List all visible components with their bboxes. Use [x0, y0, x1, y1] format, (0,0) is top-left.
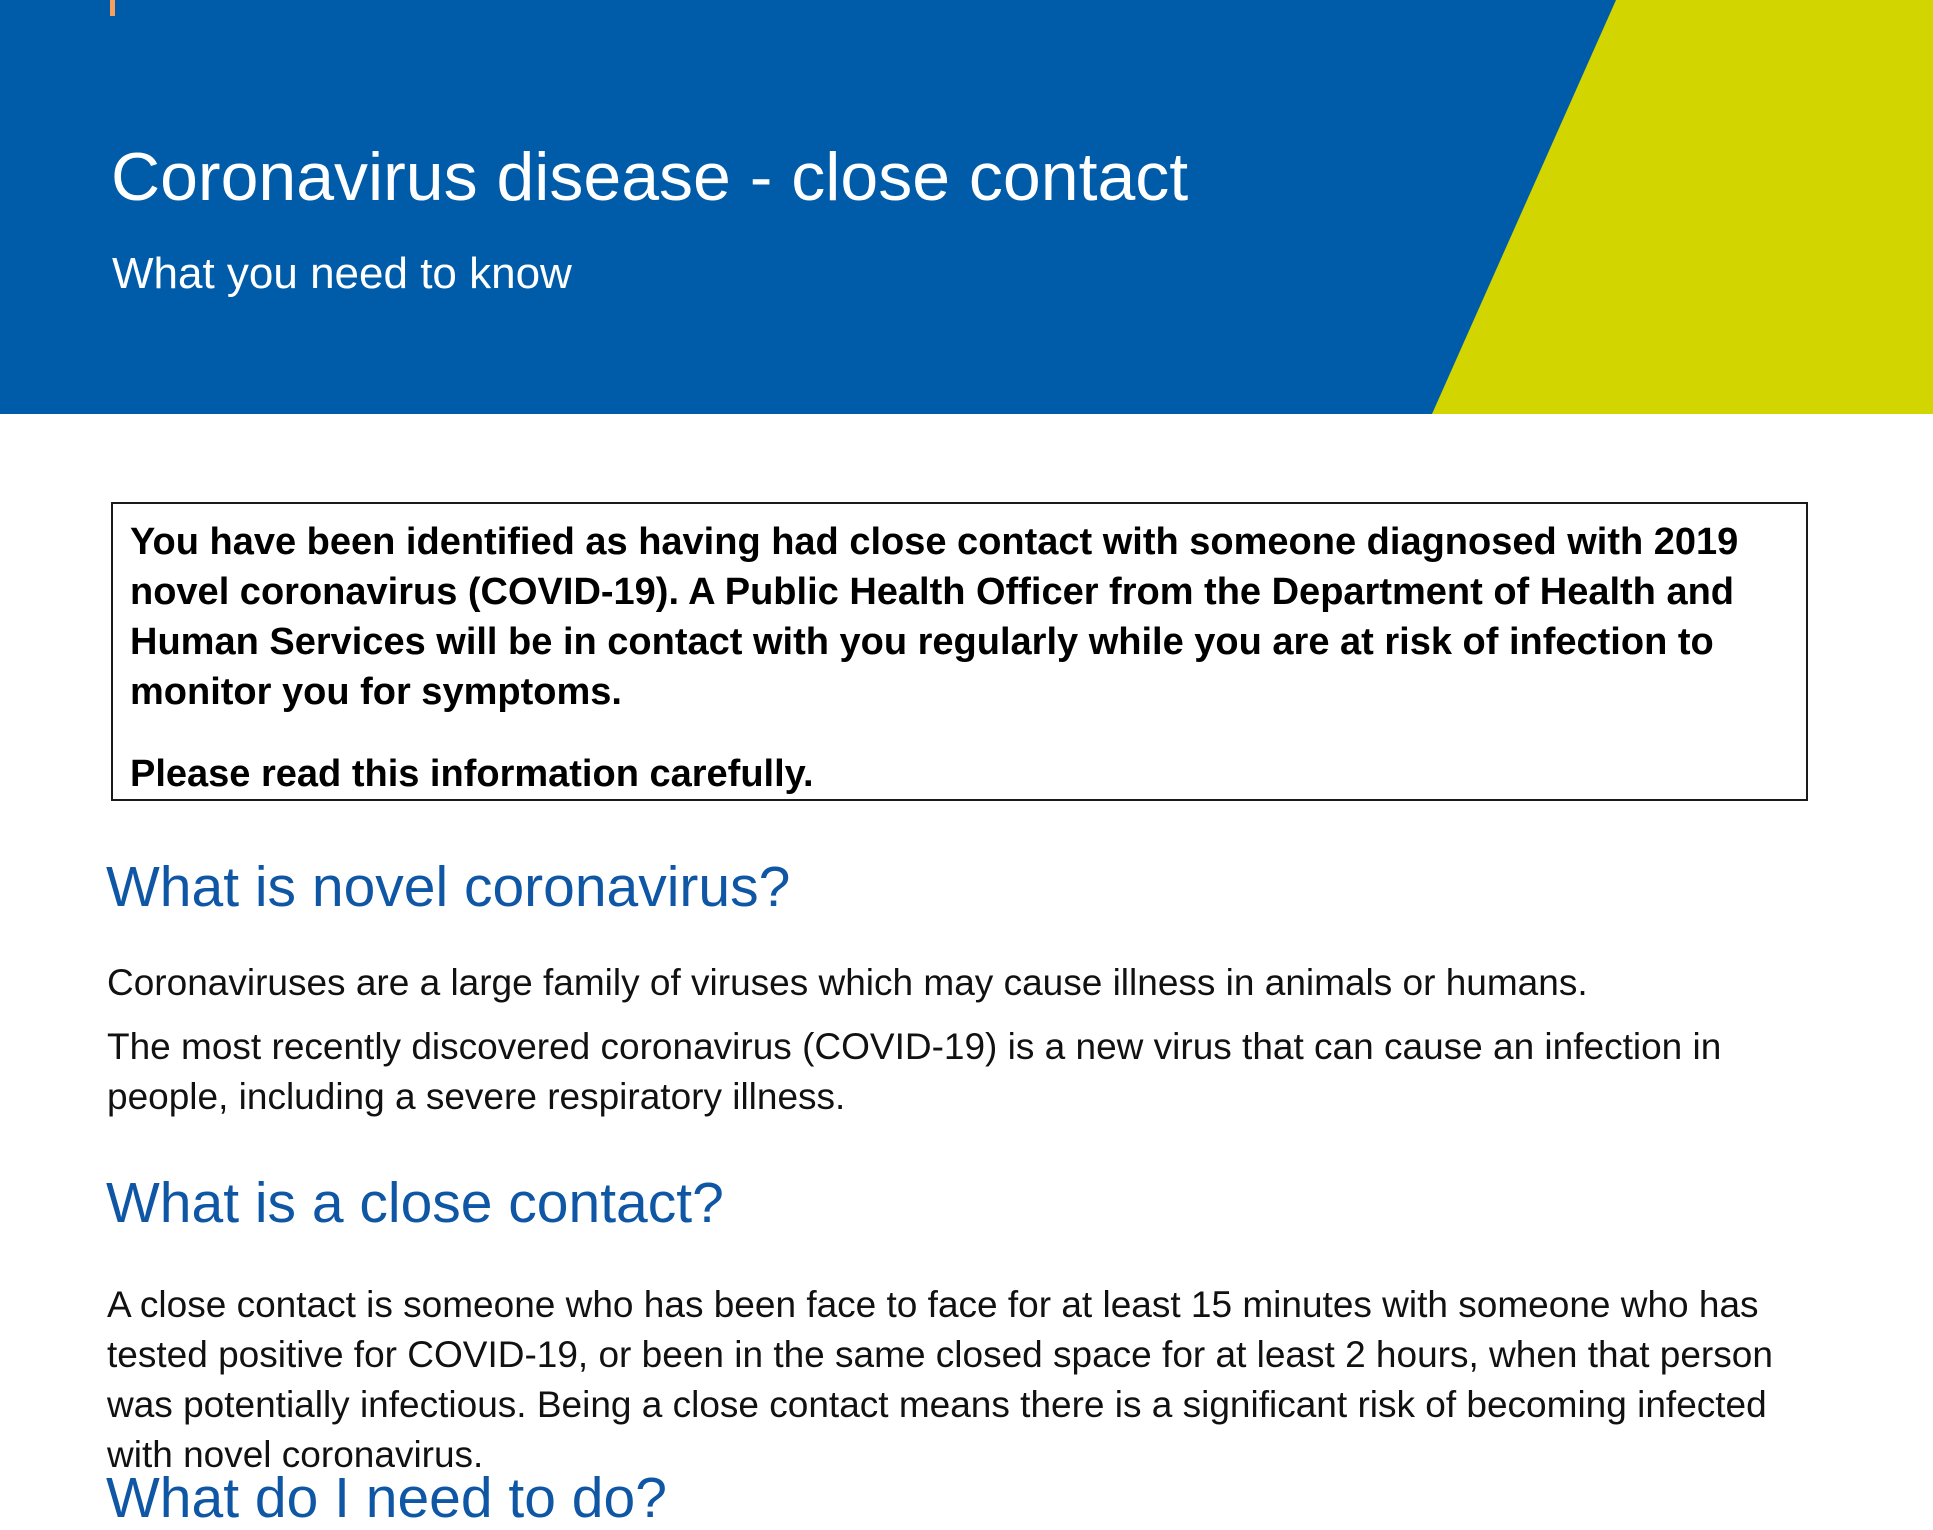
- section-heading-close-contact: What is a close contact?: [106, 1171, 724, 1235]
- section-heading-what-to-do: What do I need to do?: [106, 1466, 667, 1530]
- paragraph-coronaviruses-family: Coronaviruses are a large family of viruses which may cause illness in animals or humans.: [107, 962, 1588, 1003]
- hero-banner: [0, 0, 1933, 414]
- section-heading-novel-coronavirus: What is novel coronavirus?: [106, 855, 791, 919]
- page-title: Coronavirus disease - close contact: [111, 139, 1189, 215]
- notice-paragraph-2: Please read this information carefully.: [130, 753, 814, 795]
- page-subtitle: What you need to know: [112, 249, 572, 298]
- paragraph-most-recent-coronavirus: The most recently discovered coronavirus (COVID-19) is a new virus that can cause an infection in people, including a severe respiratory illness.: [107, 1026, 1722, 1117]
- notice-box: [111, 502, 1808, 801]
- notice-paragraph-1: You have been identified as having had close contact with someone diagnosed with 2019 novel coronavirus (COVID-19). A Public Health Officer from the Department of Health and Human Services will be in contact with you regularly while you are at risk of infection to monitor you for symptoms.: [130, 521, 1739, 713]
- paragraph-close-contact-definition: A close contact is someone who has been face to face for at least 15 minutes with someone who has tested positive for COVID-19, or been in the same closed space for at least 2 hours, when that person was potentially infectious. Being a close contact means there is a significant risk of becoming infected with novel coronavirus.: [107, 1284, 1773, 1475]
- text-cursor-mark: [110, 0, 115, 16]
